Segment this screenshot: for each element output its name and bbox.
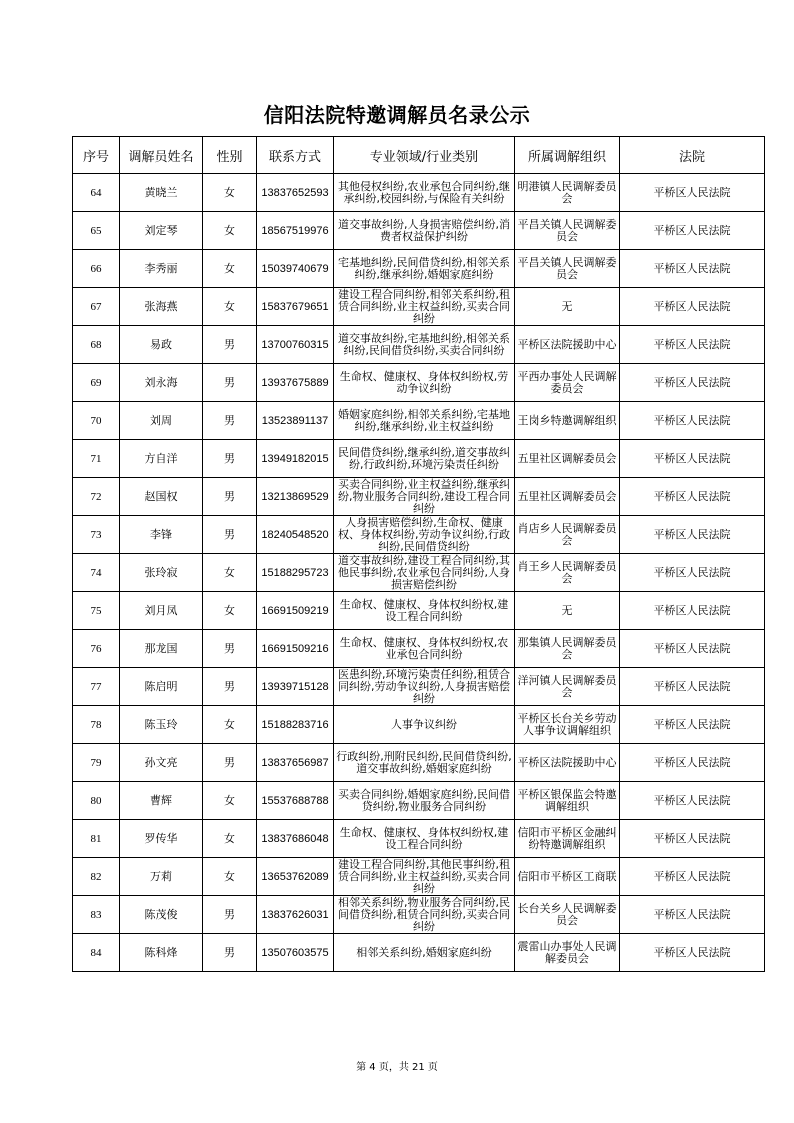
mediator-name-cell: 张海燕: [120, 288, 203, 326]
mediation-organization-cell: 洋河镇人民调解委员会: [515, 668, 620, 706]
page-title: 信阳法院特邀调解员名录公示: [263, 103, 531, 127]
field-category-cell: 建设工程合同纠纷,相邻关系纠纷,租赁合同纠纷,业主权益纠纷,买卖合同纠纷: [334, 288, 515, 326]
table-row: [73, 326, 765, 364]
mediator-name-cell: 李秀丽: [120, 250, 203, 288]
field-category-cell: 民间借贷纠纷,继承纠纷,道交事故纠纷,行政纠纷,环境污染责任纠纷: [334, 440, 515, 478]
page-footer: 第 4 页，共 21 页: [356, 1062, 438, 1073]
phone-number-cell: 13653762089: [257, 858, 334, 896]
field-category-cell: 道交事故纠纷,人身损害赔偿纠纷,消费者权益保护纠纷: [334, 212, 515, 250]
mediation-organization-cell: 五里社区调解委员会: [515, 440, 620, 478]
mediator-name-cell: 曹辉: [120, 782, 203, 820]
mediator-name-cell: 黄晓兰: [120, 174, 203, 212]
court-name-cell: 平桥区人民法院: [620, 478, 765, 516]
phone-number-cell: 13939715128: [257, 668, 334, 706]
serial-number-cell: 81: [73, 820, 120, 858]
mediation-organization-cell: 五里社区调解委员会: [515, 478, 620, 516]
mediator-name-cell: 方自洋: [120, 440, 203, 478]
mediator-name-cell: 易政: [120, 326, 203, 364]
court-name-cell: 平桥区人民法院: [620, 516, 765, 554]
phone-number-cell: 16691509219: [257, 592, 334, 630]
mediator-name-cell: 万莉: [120, 858, 203, 896]
mediator-name-cell: 刘永海: [120, 364, 203, 402]
header-court: 法院: [620, 137, 765, 174]
header-no: 序号: [73, 137, 120, 174]
table-row: [73, 782, 765, 820]
field-category-cell: 建设工程合同纠纷,其他民事纠纷,租赁合同纠纷,业主权益纠纷,买卖合同纠纷: [334, 858, 515, 896]
court-name-cell: 平桥区人民法院: [620, 288, 765, 326]
table-row: [73, 820, 765, 858]
table-row: [73, 592, 765, 630]
serial-number-cell: 79: [73, 744, 120, 782]
gender-cell: 女: [203, 592, 257, 630]
table-row: [73, 934, 765, 972]
mediation-organization-cell: 明港镇人民调解委员会: [515, 174, 620, 212]
court-name-cell: 平桥区人民法院: [620, 402, 765, 440]
field-category-cell: 其他侵权纠纷,农业承包合同纠纷,继承纠纷,校园纠纷,与保险有关纠纷: [334, 174, 515, 212]
table-row: [73, 402, 765, 440]
mediator-name-cell: 刘周: [120, 402, 203, 440]
serial-number-cell: 72: [73, 478, 120, 516]
court-name-cell: 平桥区人民法院: [620, 554, 765, 592]
court-name-cell: 平桥区人民法院: [620, 364, 765, 402]
phone-number-cell: 18240548520: [257, 516, 334, 554]
court-name-cell: 平桥区人民法院: [620, 896, 765, 934]
table-header-row: [73, 137, 765, 174]
court-name-cell: 平桥区人民法院: [620, 592, 765, 630]
field-category-cell: 婚姻家庭纠纷,相邻关系纠纷,宅基地纠纷,继承纠纷,业主权益纠纷: [334, 402, 515, 440]
gender-cell: 男: [203, 440, 257, 478]
phone-number-cell: 15188283716: [257, 706, 334, 744]
serial-number-cell: 73: [73, 516, 120, 554]
phone-number-cell: 15188295723: [257, 554, 334, 592]
gender-cell: 男: [203, 896, 257, 934]
mediator-name-cell: 刘定琴: [120, 212, 203, 250]
mediation-organization-cell: 平西办事处人民调解委员会: [515, 364, 620, 402]
serial-number-cell: 70: [73, 402, 120, 440]
serial-number-cell: 78: [73, 706, 120, 744]
mediation-organization-cell: 无: [515, 288, 620, 326]
header-field: 专业领域/行业类别: [334, 137, 515, 174]
mediator-name-cell: 陈茂俊: [120, 896, 203, 934]
court-name-cell: 平桥区人民法院: [620, 858, 765, 896]
table-row: [73, 212, 765, 250]
gender-cell: 女: [203, 858, 257, 896]
field-category-cell: 道交事故纠纷,宅基地纠纷,相邻关系纠纷,民间借贷纠纷,买卖合同纠纷: [334, 326, 515, 364]
gender-cell: 女: [203, 174, 257, 212]
field-category-cell: 道交事故纠纷,建设工程合同纠纷,其他民事纠纷,农业承包合同纠纷,人身损害赔偿纠纷: [334, 554, 515, 592]
court-name-cell: 平桥区人民法院: [620, 820, 765, 858]
gender-cell: 男: [203, 744, 257, 782]
mediation-organization-cell: 肖店乡人民调解委员会: [515, 516, 620, 554]
gender-cell: 男: [203, 668, 257, 706]
gender-cell: 女: [203, 782, 257, 820]
serial-number-cell: 64: [73, 174, 120, 212]
mediation-organization-cell: 信阳市平桥区金融纠纷特邀调解组织: [515, 820, 620, 858]
mediation-organization-cell: 震雷山办事处人民调解委员会: [515, 934, 620, 972]
mediator-table: [72, 136, 765, 972]
table-row: [73, 706, 765, 744]
header-gender: 性别: [203, 137, 257, 174]
gender-cell: 男: [203, 402, 257, 440]
phone-number-cell: 13213869529: [257, 478, 334, 516]
table-body: [73, 174, 765, 972]
gender-cell: 女: [203, 820, 257, 858]
mediator-name-cell: 陈科烽: [120, 934, 203, 972]
mediation-organization-cell: 平桥区银保监会特邀调解组织: [515, 782, 620, 820]
table-row: [73, 288, 765, 326]
serial-number-cell: 68: [73, 326, 120, 364]
field-category-cell: 相邻关系纠纷,婚姻家庭纠纷: [334, 934, 515, 972]
field-category-cell: 人事争议纠纷: [334, 706, 515, 744]
mediation-organization-cell: 平昌关镇人民调解委员会: [515, 250, 620, 288]
phone-number-cell: 15537688788: [257, 782, 334, 820]
serial-number-cell: 65: [73, 212, 120, 250]
serial-number-cell: 66: [73, 250, 120, 288]
phone-number-cell: 18567519976: [257, 212, 334, 250]
mediation-organization-cell: 平桥区长台关乡劳动人事争议调解组织: [515, 706, 620, 744]
field-category-cell: 生命权、健康权、身体权纠纷权,农业承包合同纠纷: [334, 630, 515, 668]
court-name-cell: 平桥区人民法院: [620, 782, 765, 820]
mediation-organization-cell: 那集镇人民调解委员会: [515, 630, 620, 668]
mediator-name-cell: 罗传华: [120, 820, 203, 858]
phone-number-cell: 16691509216: [257, 630, 334, 668]
court-name-cell: 平桥区人民法院: [620, 212, 765, 250]
field-category-cell: 医患纠纷,环境污染责任纠纷,租赁合同纠纷,劳动争议纠纷,人身损害赔偿纠纷: [334, 668, 515, 706]
phone-number-cell: 13837656987: [257, 744, 334, 782]
mediation-organization-cell: 信阳市平桥区工商联: [515, 858, 620, 896]
field-category-cell: 宅基地纠纷,民间借贷纠纷,相邻关系纠纷,继承纠纷,婚姻家庭纠纷: [334, 250, 515, 288]
mediator-name-cell: 陈玉玲: [120, 706, 203, 744]
mediation-organization-cell: 王岗乡特邀调解组织: [515, 402, 620, 440]
gender-cell: 女: [203, 212, 257, 250]
table-row: [73, 364, 765, 402]
mediator-name-cell: 赵国权: [120, 478, 203, 516]
mediation-organization-cell: 无: [515, 592, 620, 630]
field-category-cell: 买卖合同纠纷,业主权益纠纷,继承纠纷,物业服务合同纠纷,建设工程合同纠纷: [334, 478, 515, 516]
court-name-cell: 平桥区人民法院: [620, 706, 765, 744]
serial-number-cell: 84: [73, 934, 120, 972]
mediation-organization-cell: 长台关乡人民调解委员会: [515, 896, 620, 934]
mediation-organization-cell: 平昌关镇人民调解委员会: [515, 212, 620, 250]
serial-number-cell: 67: [73, 288, 120, 326]
serial-number-cell: 80: [73, 782, 120, 820]
field-category-cell: 人身损害赔偿纠纷,生命权、健康权、身体权纠纷,劳动争议纠纷,行政纠纷,民间借贷纠纷: [334, 516, 515, 554]
mediation-organization-cell: 平桥区法院援助中心: [515, 744, 620, 782]
gender-cell: 男: [203, 934, 257, 972]
field-category-cell: 生命权、健康权、身体权纠纷权,建设工程合同纠纷: [334, 592, 515, 630]
table-row: [73, 250, 765, 288]
field-category-cell: 生命权、健康权、身体权纠纷权,劳动争议纠纷: [334, 364, 515, 402]
court-name-cell: 平桥区人民法院: [620, 744, 765, 782]
gender-cell: 男: [203, 630, 257, 668]
phone-number-cell: 13523891137: [257, 402, 334, 440]
field-category-cell: 行政纠纷,刑附民纠纷,民间借贷纠纷,道交事故纠纷,婚姻家庭纠纷: [334, 744, 515, 782]
phone-number-cell: 13507603575: [257, 934, 334, 972]
gender-cell: 女: [203, 554, 257, 592]
phone-number-cell: 13837686048: [257, 820, 334, 858]
table-row: [73, 440, 765, 478]
serial-number-cell: 83: [73, 896, 120, 934]
table-row: [73, 554, 765, 592]
table-row: [73, 630, 765, 668]
serial-number-cell: 74: [73, 554, 120, 592]
phone-number-cell: 15039740679: [257, 250, 334, 288]
phone-number-cell: 13837652593: [257, 174, 334, 212]
mediator-name-cell: 那龙国: [120, 630, 203, 668]
mediator-name-cell: 李锋: [120, 516, 203, 554]
court-name-cell: 平桥区人民法院: [620, 326, 765, 364]
court-name-cell: 平桥区人民法院: [620, 250, 765, 288]
phone-number-cell: 15837679651: [257, 288, 334, 326]
table-row: [73, 744, 765, 782]
serial-number-cell: 82: [73, 858, 120, 896]
gender-cell: 男: [203, 516, 257, 554]
table-row: [73, 516, 765, 554]
serial-number-cell: 69: [73, 364, 120, 402]
table-row: [73, 478, 765, 516]
gender-cell: 男: [203, 326, 257, 364]
court-name-cell: 平桥区人民法院: [620, 440, 765, 478]
phone-number-cell: 13837626031: [257, 896, 334, 934]
serial-number-cell: 75: [73, 592, 120, 630]
field-category-cell: 买卖合同纠纷,婚姻家庭纠纷,民间借贷纠纷,物业服务合同纠纷: [334, 782, 515, 820]
header-org: 所属调解组织: [515, 137, 620, 174]
gender-cell: 女: [203, 250, 257, 288]
serial-number-cell: 76: [73, 630, 120, 668]
field-category-cell: 生命权、健康权、身体权纠纷权,建设工程合同纠纷: [334, 820, 515, 858]
court-name-cell: 平桥区人民法院: [620, 668, 765, 706]
phone-number-cell: 13937675889: [257, 364, 334, 402]
serial-number-cell: 71: [73, 440, 120, 478]
phone-number-cell: 13700760315: [257, 326, 334, 364]
table-row: [73, 858, 765, 896]
court-name-cell: 平桥区人民法院: [620, 174, 765, 212]
header-phone: 联系方式: [257, 137, 334, 174]
table-row: [73, 668, 765, 706]
table-row: [73, 896, 765, 934]
mediator-name-cell: 刘月凤: [120, 592, 203, 630]
mediator-name-cell: 孙文亮: [120, 744, 203, 782]
gender-cell: 男: [203, 364, 257, 402]
mediation-organization-cell: 平桥区法院援助中心: [515, 326, 620, 364]
court-name-cell: 平桥区人民法院: [620, 630, 765, 668]
mediation-organization-cell: 肖王乡人民调解委员会: [515, 554, 620, 592]
serial-number-cell: 77: [73, 668, 120, 706]
mediator-name-cell: 张玲寂: [120, 554, 203, 592]
phone-number-cell: 13949182015: [257, 440, 334, 478]
court-name-cell: 平桥区人民法院: [620, 934, 765, 972]
gender-cell: 女: [203, 706, 257, 744]
field-category-cell: 相邻关系纠纷,物业服务合同纠纷,民间借贷纠纷,租赁合同纠纷,买卖合同纠纷: [334, 896, 515, 934]
header-name: 调解员姓名: [120, 137, 203, 174]
mediator-name-cell: 陈启明: [120, 668, 203, 706]
table-row: [73, 174, 765, 212]
gender-cell: 男: [203, 478, 257, 516]
gender-cell: 女: [203, 288, 257, 326]
